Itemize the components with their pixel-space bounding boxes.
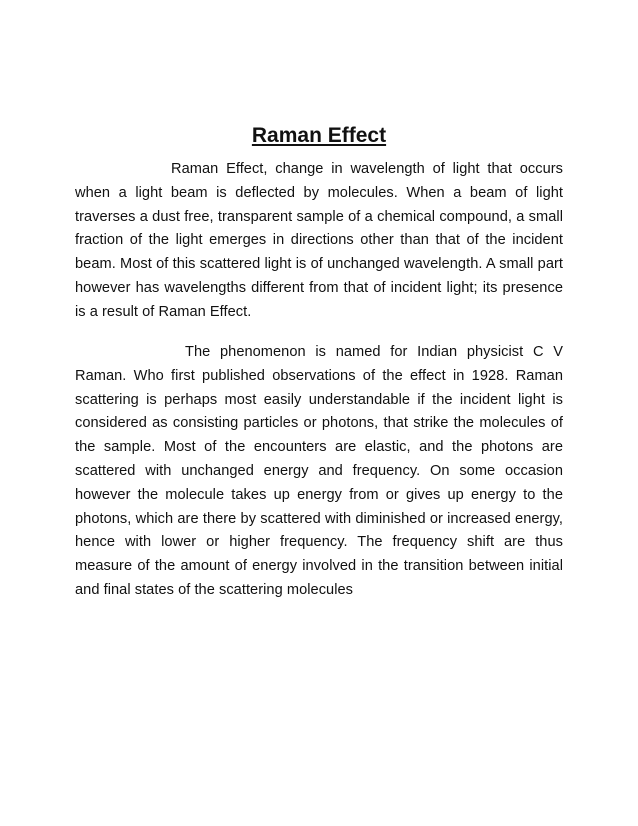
- paragraph-intro: Raman Effect, change in wavelength of light that occurs when a light beam is deflected by molecules. When a beam of light traverses a dust free, transparent sample of a chemical compound, a small fraction of the light emerges in directions other than that of the incident beam. Most of this scattered light is of unchanged wavelength. A small part however has wavelengths different from that of incident light; its presence is a result of Raman Effect.: [75, 161, 563, 320]
- paragraph-history: The phenomenon is named for Indian physicist C V Raman. Who first published observations of the effect in 1928. Raman scattering is perhaps most easily understandable if the incident light is considered as consisting particles or photons, that strike the molecules of the sample. Most of the encounters are elastic, and the photons are scattered with unchanged energy and frequency. On some occasion however the molecule takes up energy from or gives up energy to the photons, which are there by scattered with diminished or increased energy, hence with lower or higher frequency. The frequency shift are thus measure of the amount of energy involved in the transition between initial and final states of the scattering molecules: [75, 344, 563, 598]
- page-title: Raman Effect: [251, 124, 387, 147]
